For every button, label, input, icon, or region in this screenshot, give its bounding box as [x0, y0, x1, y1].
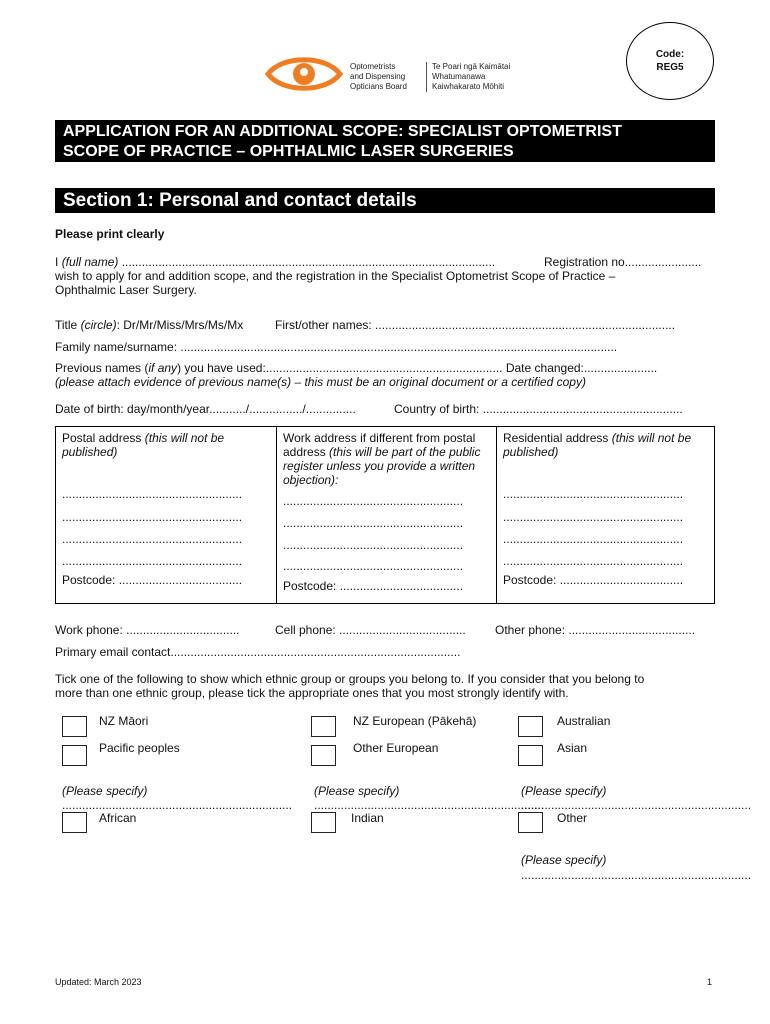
residential-line-2[interactable]: ...................................................... — [503, 510, 684, 524]
specify-line-4[interactable]: ..................................................................... — [521, 868, 752, 882]
ethnicity-instruction-line1: Tick one of the following to show which ethnic group or groups you belong to. If you consider that you belong to — [55, 672, 645, 686]
ethnicity-instruction-line2: more than one ethnic group, please tick the appropriate ones that you most strongly identify with. — [55, 686, 569, 700]
page-number: 1 — [707, 977, 713, 987]
logo-divider — [426, 62, 427, 92]
postal-postcode[interactable]: Postcode: ..................................... — [62, 573, 243, 587]
asian-checkbox[interactable] — [518, 745, 543, 766]
title-hint: (circle) — [80, 318, 117, 332]
work-postcode[interactable]: Postcode: ..................................... — [283, 579, 464, 593]
postal-line-3[interactable]: ...................................................... — [62, 532, 243, 546]
full-name-field[interactable] — [55, 255, 495, 269]
residential-line-3[interactable]: ...................................................... — [503, 532, 684, 546]
asian-label: Asian — [557, 741, 588, 755]
postal-line-1[interactable]: ...................................................... — [62, 487, 243, 501]
wish-statement-line1: wish to apply for and addition scope, and the registration in the Specialist Optometrist Scope of Practice – — [55, 269, 616, 283]
work-line-1[interactable]: ...................................................... — [283, 494, 464, 508]
logo-line: Kaiwhakarato Mōhiti — [432, 82, 505, 91]
logo-line: Whatumanawa — [432, 72, 486, 81]
residential-line-1[interactable]: ...................................................... — [503, 487, 684, 501]
work-line-4[interactable]: ...................................................... — [283, 559, 464, 573]
residential-line-4[interactable]: ...................................................... — [503, 554, 684, 568]
work-title: Work address if different from postal address — [283, 431, 476, 459]
postal-line-4[interactable]: ...................................................... — [62, 554, 243, 568]
work-address-heading — [283, 431, 490, 487]
pacific-peoples-label: Pacific peoples — [99, 741, 180, 755]
other-label: Other — [557, 811, 588, 825]
family-name-field[interactable]: Family name/surname: ................................................................................................................................... — [55, 340, 618, 354]
specify-line-2[interactable]: ..................................................................... — [314, 798, 545, 812]
residential-hint: (this will not be published) — [503, 431, 692, 459]
section-heading: Section 1: Personal and contact details — [55, 188, 715, 213]
logo-line: Opticians Board — [350, 82, 407, 91]
updated-date: Updated: March 2023 — [55, 977, 142, 987]
logo-text-maori — [432, 62, 510, 92]
full-name-hint: (full name) — [61, 255, 119, 269]
residential-postcode[interactable]: Postcode: ..................................... — [503, 573, 684, 587]
wish-statement-line2: Ophthalmic Laser Surgery. — [55, 283, 197, 297]
previous-names-field[interactable] — [55, 361, 657, 375]
nz-european-label: NZ European (Pākehā) — [353, 714, 477, 728]
other-checkbox[interactable] — [518, 812, 543, 833]
logo-text-english — [350, 62, 407, 92]
work-hint: (this will be part of the public register unless you provide a written objection): — [283, 445, 481, 487]
specify-label-1: (Please specify) — [62, 784, 148, 798]
i-label: I — [55, 255, 59, 269]
title-field[interactable] — [55, 318, 243, 332]
pacific-peoples-checkbox[interactable] — [62, 745, 87, 766]
specify-label-3: (Please specify) — [521, 784, 607, 798]
other-european-label: Other European — [353, 741, 439, 755]
code-value: REG5 — [656, 62, 684, 73]
code-label: Code: — [655, 49, 685, 60]
postal-line-2[interactable]: ...................................................... — [62, 510, 243, 524]
postal-address-column — [56, 427, 276, 603]
form-title-line2: SCOPE OF PRACTICE – OPHTHALMIC LASER SURGERIES — [63, 143, 514, 160]
work-line-3[interactable]: ...................................................... — [283, 538, 464, 552]
specify-line-3[interactable]: ..................................................................... — [521, 798, 752, 812]
australian-checkbox[interactable] — [518, 716, 543, 737]
prev-names-hint: if any — [148, 361, 178, 375]
prev-names-label: Previous names ( — [55, 361, 149, 375]
print-clearly-note: Please print clearly — [55, 227, 165, 241]
specify-line-1[interactable]: ..................................................................... — [62, 798, 293, 812]
cell-phone-field[interactable]: Cell phone: ...................................... — [275, 623, 466, 637]
date-of-birth-field[interactable]: Date of birth: day/month/year.........../................/............... — [55, 402, 356, 416]
postal-hint: (this will not be published) — [62, 431, 225, 459]
specify-label-2: (Please specify) — [314, 784, 400, 798]
specify-label-4: (Please specify) — [521, 853, 607, 867]
african-label: African — [99, 811, 137, 825]
first-names-field[interactable]: First/other names: .......................................................................................... — [275, 318, 676, 332]
indian-label: Indian — [351, 811, 384, 825]
form-code-badge — [626, 22, 714, 100]
board-logo — [264, 52, 514, 96]
african-checkbox[interactable] — [62, 812, 87, 833]
indian-checkbox[interactable] — [311, 812, 336, 833]
australian-label: Australian — [557, 714, 611, 728]
work-address-column — [276, 427, 496, 603]
other-phone-field[interactable]: Other phone: ...................................... — [495, 623, 696, 637]
work-phone-field[interactable]: Work phone: .................................. — [55, 623, 240, 637]
work-line-2[interactable]: ...................................................... — [283, 516, 464, 530]
title-options: : Dr/Mr/Miss/Mrs/Ms/Mx — [116, 318, 244, 332]
nz-maori-label: NZ Māori — [99, 714, 149, 728]
postal-title: Postal address — [62, 431, 142, 445]
logo-line: Te Poari ngā Kaimātai — [432, 62, 511, 71]
full-name-dots: ................................................................................................................ — [121, 255, 496, 269]
postal-address-heading — [62, 431, 270, 459]
previous-names-note: (please attach evidence of previous name(s) – this must be an original document or a certified copy) — [55, 375, 586, 389]
nz-european-checkbox[interactable] — [311, 716, 336, 737]
email-field[interactable]: Primary email contact....................................................................................... — [55, 645, 461, 659]
logo-line: and Dispensing — [350, 72, 406, 81]
form-title — [55, 120, 715, 162]
residential-address-column — [496, 427, 714, 603]
country-of-birth-field[interactable]: Country of birth: ............................................................ — [394, 402, 683, 416]
title-label: Title — [55, 318, 78, 332]
nz-maori-checkbox[interactable] — [62, 716, 87, 737]
logo-line: Optometrists — [350, 62, 396, 71]
eye-logo-icon — [264, 52, 344, 96]
form-title-line1: APPLICATION FOR AN ADDITIONAL SCOPE: SPECIALIST OPTOMETRIST — [63, 123, 622, 140]
residential-address-heading — [503, 431, 708, 459]
registration-no-field[interactable]: Registration no....................... — [544, 255, 702, 269]
residential-title: Residential address — [503, 431, 609, 445]
other-european-checkbox[interactable] — [311, 745, 336, 766]
prev-names-dots: ) you have used:....................................................................... Date changed:...................... — [177, 361, 658, 375]
address-table — [55, 426, 715, 604]
